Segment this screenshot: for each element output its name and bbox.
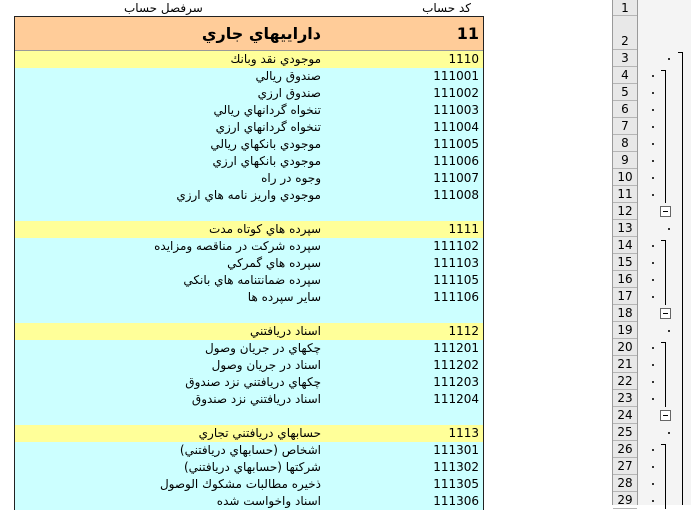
row-number[interactable]: 16: [613, 271, 637, 288]
blank-row[interactable]: [15, 204, 483, 221]
empty-cells-area[interactable]: [484, 0, 612, 505]
account-code-cell[interactable]: 1111: [448, 222, 479, 236]
outline-dot: [652, 381, 654, 383]
outline-dot: [652, 143, 654, 145]
outline-group-tick: [661, 342, 666, 343]
row-number[interactable]: 2: [613, 16, 637, 50]
table-row[interactable]: [15, 476, 483, 493]
outline-group-line: [665, 342, 666, 407]
account-code-cell[interactable]: 111204: [433, 392, 479, 406]
row-number-gutter: [612, 0, 638, 505]
row-number[interactable]: 14: [613, 237, 637, 254]
title-name-cell[interactable]: داراييهاي جاري: [201, 24, 321, 43]
row-number[interactable]: 5: [613, 84, 637, 101]
outline-dot: [668, 58, 670, 60]
account-code-cell[interactable]: 111301: [433, 443, 479, 457]
account-code-cell[interactable]: 111306: [433, 494, 479, 508]
account-code-cell[interactable]: 111105: [433, 273, 479, 287]
table-row[interactable]: [15, 136, 483, 153]
account-code-cell[interactable]: 111203: [433, 375, 479, 389]
row-number[interactable]: 25: [613, 424, 637, 441]
row-number[interactable]: 13: [613, 220, 637, 237]
account-code-cell[interactable]: 111201: [433, 341, 479, 355]
account-name-cell[interactable]: اسناد دريافتني: [250, 324, 321, 338]
account-name-cell[interactable]: صندوق ريالي: [255, 69, 321, 83]
group-row[interactable]: [15, 221, 483, 238]
collapse-group-button[interactable]: [660, 410, 671, 421]
account-name-cell[interactable]: حسابهاي دريافتني تجاري: [198, 426, 321, 440]
outline-group-line: [665, 70, 666, 203]
outline-dot: [652, 75, 654, 77]
row-number[interactable]: 27: [613, 458, 637, 475]
outline-dot: [668, 330, 670, 332]
row-number[interactable]: 20: [613, 339, 637, 356]
collapse-group-button[interactable]: [660, 308, 671, 319]
account-name-cell[interactable]: تنخواه گردانهاي ريالي: [213, 103, 321, 117]
account-name-cell[interactable]: تنخواه گردانهاي ارزي: [215, 120, 321, 134]
blank-row[interactable]: [15, 408, 483, 425]
outline-dot: [652, 262, 654, 264]
account-code-cell[interactable]: 1113: [448, 426, 479, 440]
account-name-cell[interactable]: ساير سپرده ها: [247, 290, 321, 304]
account-name-cell[interactable]: صندوق ارزي: [257, 86, 321, 100]
outline-dot: [652, 126, 654, 128]
account-name-cell[interactable]: سپرده هاي كوتاه مدت: [209, 222, 321, 236]
table-row[interactable]: [15, 170, 483, 187]
outline-dot: [668, 228, 670, 230]
col-header-account-name[interactable]: سرفصل حساب: [124, 1, 203, 15]
row-number[interactable]: 17: [613, 288, 637, 305]
account-name-cell[interactable]: اشخاص (حسابهاي دريافتني): [179, 443, 321, 457]
row-number[interactable]: 8: [613, 135, 637, 152]
title-code-cell[interactable]: 11: [456, 24, 479, 43]
table-row[interactable]: [15, 374, 483, 391]
account-name-cell[interactable]: موجودي واريز نامه هاي ارزي: [176, 188, 321, 202]
outline-group-tick: [661, 240, 666, 241]
outline-dot: [668, 432, 670, 434]
account-code-cell[interactable]: 111102: [433, 239, 479, 253]
account-name-cell[interactable]: سپرده ضمانتنامه هاي بانكي: [183, 273, 321, 287]
outline-group-tick: [661, 444, 666, 445]
row-number[interactable]: 18: [613, 305, 637, 322]
outline-dot: [652, 466, 654, 468]
account-code-cell[interactable]: 111008: [433, 188, 479, 202]
table-row[interactable]: [15, 442, 483, 459]
account-code-cell[interactable]: 111106: [433, 290, 479, 304]
outline-dot: [652, 347, 654, 349]
account-code-cell[interactable]: 111007: [433, 171, 479, 185]
table-row[interactable]: [15, 357, 483, 374]
row-number[interactable]: 7: [613, 118, 637, 135]
table-row[interactable]: [15, 187, 483, 204]
account-name-cell[interactable]: اسناد در جريان وصول: [211, 358, 321, 372]
account-code-cell[interactable]: 111002: [433, 86, 479, 100]
row-number[interactable]: 26: [613, 441, 637, 458]
table-row[interactable]: [15, 238, 483, 255]
outline-dot: [652, 364, 654, 366]
account-name-cell[interactable]: وجوه در راه: [261, 171, 321, 185]
row-number[interactable]: 19: [613, 322, 637, 339]
row-number[interactable]: 1: [613, 0, 637, 16]
account-name-cell[interactable]: ذخيره مطالبات مشكوك الوصول: [159, 477, 321, 491]
account-code-cell[interactable]: 111103: [433, 256, 479, 270]
row-number[interactable]: 11: [613, 186, 637, 203]
row-number[interactable]: 22: [613, 373, 637, 390]
account-code-cell[interactable]: 111202: [433, 358, 479, 372]
table-row[interactable]: [15, 255, 483, 272]
outline-dot: [652, 160, 654, 162]
title-row[interactable]: [15, 17, 483, 51]
outline-dot: [652, 296, 654, 298]
account-name-cell[interactable]: سپرده شركت در مناقصه ومزايده: [154, 239, 321, 253]
account-code-cell[interactable]: 1112: [448, 324, 479, 338]
blank-row[interactable]: [15, 306, 483, 323]
account-name-cell[interactable]: موجودي نقد وبانك: [230, 52, 321, 66]
col-header-account-code[interactable]: كد حساب: [422, 1, 471, 15]
table-row[interactable]: [15, 85, 483, 102]
group-row[interactable]: [15, 425, 483, 442]
row-number[interactable]: 24: [613, 407, 637, 424]
row-number[interactable]: 28: [613, 475, 637, 492]
row-number[interactable]: 21: [613, 356, 637, 373]
account-code-cell[interactable]: 111004: [433, 120, 479, 134]
outline-dot: [652, 279, 654, 281]
outline-dot: [652, 177, 654, 179]
row-number[interactable]: 9: [613, 152, 637, 169]
row-number[interactable]: 15: [613, 254, 637, 271]
table-row[interactable]: [15, 153, 483, 170]
row-number[interactable]: 10: [613, 169, 637, 186]
account-name-cell[interactable]: چكهاي دريافتني نزد صندوق: [185, 375, 321, 389]
account-name-cell[interactable]: سپرده هاي گمركي: [227, 256, 321, 270]
account-name-cell[interactable]: موجودي بانكهاي ارزي: [212, 154, 321, 168]
table-row[interactable]: [15, 102, 483, 119]
table-row[interactable]: [15, 340, 483, 357]
table-row[interactable]: [15, 119, 483, 136]
row-number[interactable]: 4: [613, 67, 637, 84]
account-code-cell[interactable]: 111003: [433, 103, 479, 117]
account-name-cell[interactable]: چكهاي در جريان وصول: [205, 341, 321, 355]
collapse-group-button[interactable]: [660, 206, 671, 217]
account-name-cell[interactable]: موجودي بانكهاي ريالي: [210, 137, 321, 151]
account-name-cell[interactable]: شركتها (حسابهاي دريافتني): [183, 460, 321, 474]
outline-dot: [652, 92, 654, 94]
outline-dot: [652, 245, 654, 247]
outline-dot: [652, 109, 654, 111]
outline-grouping-pane: [638, 0, 691, 505]
outline-outer-line: [682, 52, 683, 505]
table-row[interactable]: [15, 493, 483, 510]
group-row[interactable]: [15, 51, 483, 68]
row-number[interactable]: 23: [613, 390, 637, 407]
row-number[interactable]: 29: [613, 492, 637, 509]
table-row[interactable]: [15, 272, 483, 289]
account-code-cell[interactable]: 111305: [433, 477, 479, 491]
row-number[interactable]: 12: [613, 203, 637, 220]
outline-group-tick: [661, 70, 666, 71]
outline-group-line: [665, 444, 666, 509]
account-name-cell[interactable]: اسناد واخواست شده: [216, 494, 321, 508]
account-code-cell[interactable]: 111001: [433, 69, 479, 83]
outline-dot: [652, 398, 654, 400]
account-code-cell[interactable]: 1110: [448, 52, 479, 66]
account-code-cell[interactable]: 111302: [433, 460, 479, 474]
table-row[interactable]: [15, 68, 483, 85]
row-number[interactable]: 3: [613, 50, 637, 67]
account-code-cell[interactable]: 111005: [433, 137, 479, 151]
account-code-cell[interactable]: 111006: [433, 154, 479, 168]
row-number[interactable]: 6: [613, 101, 637, 118]
outline-outer-tick: [678, 52, 683, 53]
account-name-cell[interactable]: اسناد دريافتني نزد صندوق: [191, 392, 321, 406]
outline-dot: [652, 449, 654, 451]
outline-group-line: [665, 240, 666, 305]
table-row[interactable]: [15, 459, 483, 476]
table-row[interactable]: [15, 391, 483, 408]
outline-dot: [652, 483, 654, 485]
outline-dot: [652, 500, 654, 502]
accounts-table: [14, 16, 484, 510]
table-row[interactable]: [15, 289, 483, 306]
group-row[interactable]: [15, 323, 483, 340]
outline-dot: [652, 194, 654, 196]
